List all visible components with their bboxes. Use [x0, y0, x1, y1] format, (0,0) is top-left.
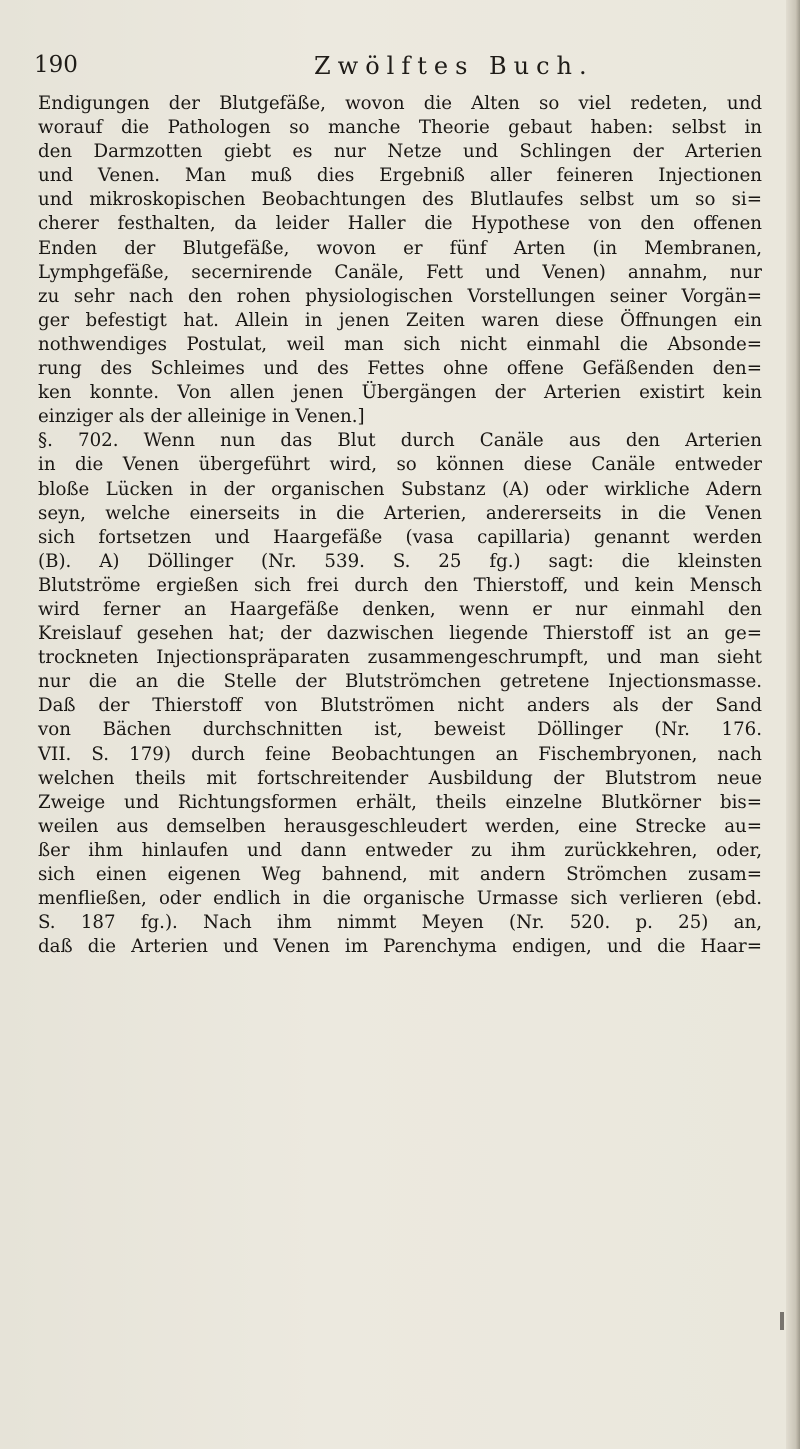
text-line: und Venen. Man muß dies Ergebniß aller feineren Injectionen	[38, 165, 762, 187]
text-line: Kreislauf gesehen hat; der dazwischen liegende Thierstoff ist an ge=	[38, 623, 762, 645]
text-line: seyn, welche einerseits in die Arterien, andererseits in die Venen	[38, 502, 762, 524]
page-edge-shadow	[786, 0, 800, 1449]
text-line: einziger als der alleinige in Venen.]	[38, 406, 365, 428]
text-line: und mikroskopischen Beobachtungen des Blutlaufes selbst um so si=	[38, 189, 762, 211]
text-line: ger befestigt hat. Allein in jenen Zeiten waren diese Öffnungen ein	[38, 309, 762, 331]
text-line: ken konnte. Von allen jenen Übergängen der Arterien existirt kein	[38, 382, 762, 404]
text-line: welchen theils mit fortschreitender Ausbildung der Blutstrom neue	[38, 767, 762, 789]
text-line: (B). A) Döllinger (Nr. 539. S. 25 fg.) sagt: die kleinsten	[38, 550, 762, 572]
text-line: Zweige und Richtungsformen erhält, theils einzelne Blutkörner bis=	[38, 791, 762, 813]
text-line: VII. S. 179) durch feine Beobachtungen an Fischembryonen, nach	[38, 743, 762, 765]
margin-ink-mark	[780, 1312, 784, 1330]
text-line: ßer ihm hinlaufen und dann entweder zu ihm zurückkehren, oder,	[38, 839, 762, 861]
text-line: cherer festhalten, da leider Haller die Hypothese von den offenen	[38, 213, 762, 235]
text-line: menfließen, oder endlich in die organische Urmasse sich verlieren (ebd.	[38, 888, 762, 910]
text-line: bloße Lücken in der organischen Substanz (A) oder wirkliche Adern	[38, 478, 762, 500]
text-line: den Darmzotten giebt es nur Netze und Schlingen der Arterien	[38, 141, 762, 163]
text-line: Endigungen der Blutgefäße, wovon die Alten so viel redeten, und	[38, 93, 762, 114]
text-line: Lymphgefäße, secernirende Canäle, Fett und Venen) annahm, nur	[38, 261, 762, 283]
text-line: wird ferner an Haargefäße denken, wenn er nur einmahl den	[38, 598, 762, 620]
running-head: Zwölftes Buch.	[314, 52, 594, 80]
text-line: worauf die Pathologen so manche Theorie gebaut haben: selbst in	[38, 117, 762, 139]
text-line: zu sehr nach den rohen physiologischen Vorstellungen seiner Vorgän=	[38, 285, 762, 307]
text-line: von Bächen durchschnitten ist, beweist Döllinger (Nr. 176.	[38, 719, 762, 741]
text-line: sich einen eigenen Weg bahnend, mit andern Strömchen zusam=	[38, 864, 762, 885]
text-line: rung des Schleimes und des Fettes ohne offene Gefäßenden den=	[38, 358, 762, 380]
text-line: sich fortsetzen und Haargefäße (vasa capillaria) genannt werden	[38, 526, 762, 548]
text-line: nothwendiges Postulat, weil man sich nicht einmahl die Absonde=	[38, 333, 762, 355]
text-line: daß die Arterien und Venen im Parenchyma endigen, und die Haar=	[38, 936, 762, 958]
text-line: weilen aus demselben herausgeschleudert werden, eine Strecke au=	[38, 815, 762, 837]
page-header	[34, 52, 764, 92]
text-line: Enden der Blutgefäße, wovon er fünf Arten (in Membranen,	[38, 237, 762, 259]
page-number: 190	[34, 52, 78, 78]
text-line: S. 187 fg.). Nach ihm nimmt Meyen (Nr. 520. p. 25) an,	[38, 912, 762, 934]
text-line: Daß der Thierstoff von Blutströmen nicht anders als der Sand	[38, 695, 762, 717]
text-line: Blutströme ergießen sich frei durch den Thierstoff, und kein Mensch	[38, 574, 762, 596]
text-line: in die Venen übergeführt wird, so können diese Canäle entweder	[38, 454, 762, 476]
text-line: nur die an die Stelle der Blutströmchen getretene Injectionsmasse.	[38, 671, 762, 693]
text-line: §. 702. Wenn nun das Blut durch Canäle aus den Arterien	[38, 430, 762, 452]
body-text	[38, 92, 762, 959]
text-line: trockneten Injectionspräparaten zusammengeschrumpft, und man sieht	[38, 647, 762, 669]
